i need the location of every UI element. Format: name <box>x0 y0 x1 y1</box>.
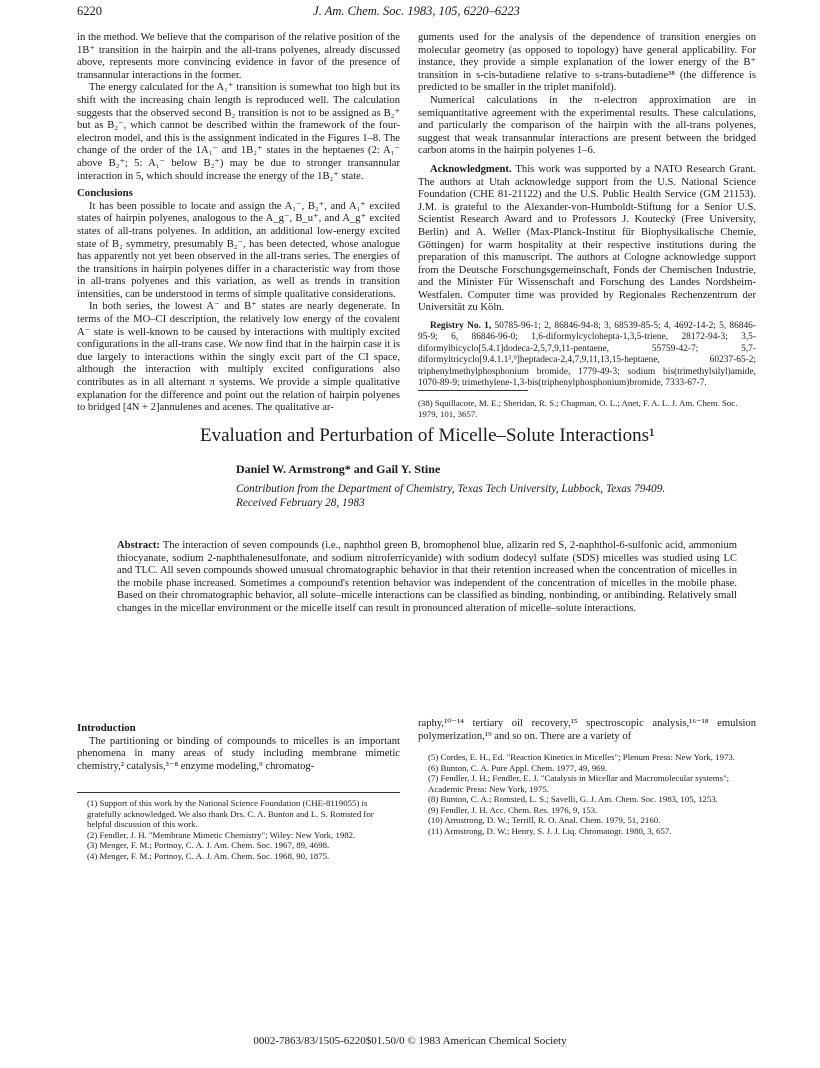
footnote: (8) Bunton, C. A.; Romsted, L. S.; Savelli, G. J. Am. Chem. Soc. 1983, 105, 1253. <box>428 794 718 804</box>
paragraph: Numerical calculations in the π-electron approximation are in semiquantitative agreement with the experimental results. These calculations, and particularly the comparison of the hairpin with the all-trans polyenes, suggest that weak transannular interactions are present between the bridged carbon atoms in the hairpin polyenes 1–6. <box>418 94 756 157</box>
acknowledgment-label: Acknowledgment. <box>430 163 512 175</box>
running-header <box>77 4 756 20</box>
footnote: (1) Support of this work by the National Science Foundation (CHE-8119055) is gratefully acknowledged. We also thank Drs. C. A. Bunton and L. S. Romsted for helpful discussion of this work. <box>87 798 374 829</box>
registry-text: 50785-96-1; 2, 86846-94-8; 3, 68539-85-5; 4, 4692-14-2; 5, 86846-95-9; 6, 86846-96-0; 1,6-diformylcyclohepta-1,3,5-triene, 28172-94-3; 3,5-diformylbicyclo[5.4.1]dodeca-2,5,7,9,11-pentaene, 55759-42-7; 5,7-diformyltricyclo[9.4.1.1³,⁹]heptadeca-2,4,7,9,11,13,15-heptaene, 60237-65-2; triphenylmethylphosphonium bromide, 1779-49-3; sodium bis(trimethylsilyl)amide, 1070-89-9; trimethylene-1,3-bis(triphenylphosphonium)bromide, 7333-67-7. <box>418 321 756 389</box>
paragraph: raphy,¹⁰⁻¹⁴ tertiary oil recovery,¹⁵ spectroscopic analysis,¹⁶⁻¹⁸ emulsion polymerization,¹⁹ and so on. There are a variety of <box>418 718 756 742</box>
acknowledgment-text: This work was supported by a NATO Research Grant. The authors at Utah acknowledge support from the U.S. National Science Foundation (CHE 81-21122) and the U.S. Public Health Service (GM 21153). J.M. is grateful to the Alexander-von-Humboldt-Stiftung for a Senior U.S. Scientist Research Award and to Professors J. Koutecký (Free University, Berlin) and A. Weller (Max-Planck-Institut für Biophysikalische Chemie, Göttingen) for warm hospitality at their respective institutions during the preparation of this manuscript. The authors at Cologne acknowledge support from the Deutsche Forschungsgemeinschaft, Fonds der Chemischen Industrie, and the Minister Für Wissenschaft and Forschung des Landes Nordsheim-Westfalen. Computer time was provided by Regionales Rechenzentrum der Universität zu Köln. <box>418 163 756 314</box>
article-title: Evaluation and Perturbation of Micelle–Solute Interactions¹ <box>200 425 655 446</box>
footnote: (5) Cordes, E. H., Ed. "Reaction Kinetics in Micelles"; Plenum Press: New York, 1973. <box>428 752 735 762</box>
footnote: (3) Menger, F. M.; Portnoy, C. A. J. Am. Chem. Soc. 1967, 89, 4698. <box>87 840 330 850</box>
abstract <box>117 540 737 616</box>
footnotes-left <box>77 798 400 861</box>
registry-label: Registry No. 1, <box>430 321 492 332</box>
left-column-previous-article <box>77 32 400 415</box>
footnotes-right <box>418 752 756 836</box>
footnote: (9) Fendler, J. H. Acc. Chem. Res. 1976, 9, 153. <box>428 804 598 815</box>
footnote-rule <box>418 390 528 391</box>
reference-38: (38) Squillacote, M. E.; Sheridan, R. S.; Chapman, O. L.; Anet, F. A. L. J. Am. Chem. Soc. 1979, 101, 3657. <box>418 398 738 419</box>
section-heading-introduction: Introduction <box>77 722 136 734</box>
right-column-previous-article <box>418 32 756 390</box>
section-heading-conclusions: Conclusions <box>77 187 133 200</box>
footnote-rule-left <box>77 792 400 793</box>
introduction-left <box>77 718 400 773</box>
paragraph: It has been possible to locate and assign the A₁⁻, B₂⁺, and A₁⁺ excited states of hairpin polyenes, analogous to the A_g⁻, B_u⁺, and A_g⁺ excited states of all-trans polyenes. In addition, an additional low-energy excited state of B₂ symmetry, presumably B₂⁻, has been detected, whose analogue has apparently not yet been observed in the all-trans series. The energies of the transitions in hairpin polyenes differ in a characteristic way from those in all-trans polyenes and this variation, as well as trends in transition intensities, can be understood in terms of simple qualitative considerations. <box>77 200 400 300</box>
article-authors: Daniel W. Armstrong* and Gail Y. Stine <box>236 462 441 476</box>
footnote: (11) Armstrong, D. W.; Henry, S. J. J. Liq. Chromatogr. 1980, 3, 657. <box>428 825 672 836</box>
footnote: (4) Menger, F. M.; Portnoy, C. A. J. Am. Chem. Soc. 1968, 90, 1875. <box>87 850 330 861</box>
footnote: (10) Armstrong, D. W.; Terrill, R. O. Anal. Chem. 1979, 51, 2160. <box>428 815 661 825</box>
footnote: (6) Bunton, C. A. Pure Appl. Chem. 1977, 49, 969. <box>428 762 608 773</box>
footnote: (2) Fendler, J. H. "Membrane Mimetic Chemistry"; Wiley: New York, 1982. <box>87 829 356 840</box>
article-affiliation: Contribution from the Department of Chemistry, Texas Tech University, Lubbock, Texas 79409. Received February 28, 1983 <box>236 483 666 509</box>
copyright-line: 0002-7863/83/1505-6220$01.50/0 © 1983 American Chemical Society <box>253 1035 567 1047</box>
paragraph: In both series, the lowest A⁻ and B⁺ states are nearly degenerate. In terms of the MO–CI description, the relatively low energy of the covalent A⁻ state is well-known to be caused by interactions with multiply excited configurations in the all-trans case. We now find that in the hairpin case it is due largely to interactions within the singly excit part of the CI space, although the interaction with multiply excited configurations also contributes as in all alternant π systems. We provide a simple qualitative explanation for the difference and point out the relation of hairpin polyenes to bridged [4N + 2]annulenes and acenes. The qualitative ar- <box>77 301 400 414</box>
abstract-label: Abstract: <box>117 540 160 551</box>
footnote: (7) Fendler, J. H.; Fendler, E. J. "Catalysis in Micellar and Macromolecular systems"; Academic Press: New York, 1975. <box>428 773 730 794</box>
paragraph: The partitioning or binding of compounds to micelles is an important phenomena in many areas of study including membrane mimetic chemistry,² catalysis,³⁻⁸ enzyme modeling,⁹ chromatog- <box>77 735 400 772</box>
paragraph: The energy calculated for the A₁⁺ transition is somewhat too high but its shift with the increasing chain length is reproduced well. The calculation suggests that the observed second B₂ transition is not to be assigned as B₂⁺ but as B₂⁻, which cannot be described within the framework of the four-electron model, and this is the assignment indicated in the Figures 1–8. The change of the order of the 1A₁⁻ and 1B₂⁺ states in the heptaenes (2: A₁⁻ above B₂⁺; 5: A₁⁻ below B₂⁺) may be due to stronger transannular interaction in 5, which should increase the energy of the 1B₂⁺ state. <box>77 82 400 182</box>
paragraph: in the method. We believe that the comparison of the relative position of the 1B⁺ transition in the hairpin and the all-trans polyenes, already discussed above, represents more convincing evidence in favor of the presence of transannular interactions in the former. <box>77 32 400 81</box>
journal-citation: J. Am. Chem. Soc. 1983, 105, 6220–6223 <box>313 4 520 18</box>
page-number: 6220 <box>77 4 102 18</box>
abstract-text: The interaction of seven compounds (i.e., naphthol green B, bromophenol blue, alizarin red S, 2-naphthol-6-sulfonic acid, ammonium thiocyanate, sodium 2-naphthalenesulfonate, and sodium nitroferricyanide) with sodium dodecyl sulfate (SDS) micelles was studied using LC and TLC. All seven compounds showed unusual chromatographic behavior in that their retention increased when the concentration of micelles in the mobile phase increased. Sometimes a compound's retention behavior was independent of the concentration of micelles in the mobile phase. Based on their chromatographic behavior, all solute–micelle interactions can be classified as binding, nonbinding, or antibinding. Relatively small changes in the micellar environment or the micelle itself can result in pronounced alteration of micelle–solute interactions. <box>117 540 737 614</box>
registry-numbers <box>418 321 756 389</box>
paragraph: guments used for the analysis of the dependence of transition energies on molecular geometry (as opposed to topology) have general applicability. For instance, they provide a simple explanation of the lower energy of the B⁺ transition in s-cis-butadiene relative to s-trans-butadiene³⁸ (the difference is predicted to be smaller in the triplet manifold). <box>418 32 756 94</box>
acknowledgment <box>418 164 756 315</box>
introduction-right <box>418 718 756 743</box>
